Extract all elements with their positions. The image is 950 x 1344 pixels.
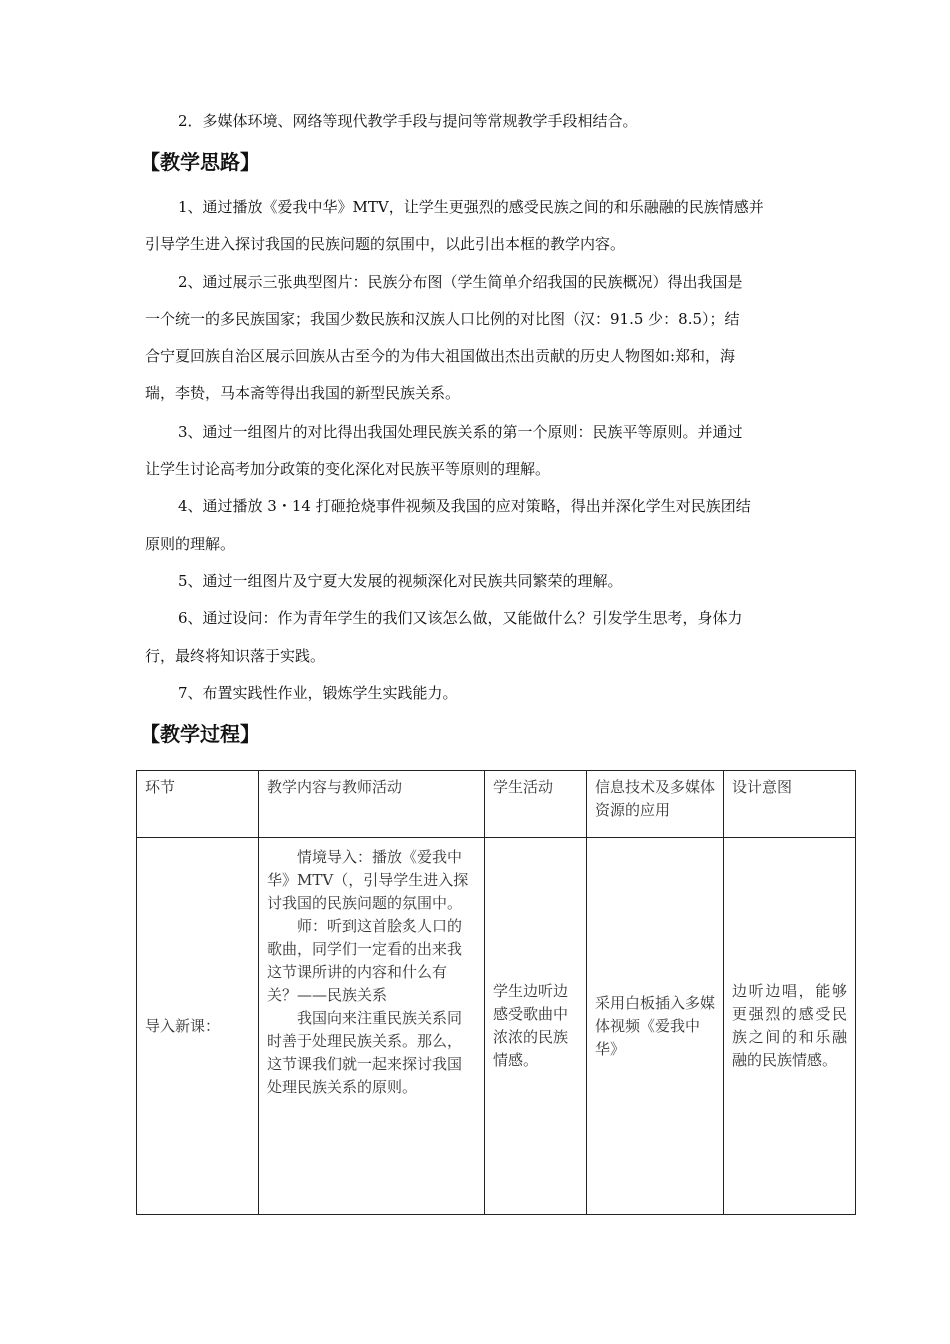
header-stage: 环节 [137,771,259,838]
thinking-line: 瑞，李贽，马本斋等得出我国的新型民族关系。 [145,384,461,402]
thinking-line: 合宁夏回族自治区展示回族从古至今的为伟大祖国做出杰出贡献的历史人物图如:郑和，海 [145,347,736,365]
cell-content [259,838,485,1215]
thinking-line: 原则的理解。 [145,535,236,553]
cell-student: 学生边听边感受歌曲中浓浓的民族情感。 [485,838,587,1215]
thinking-line: 一个统一的多民族国家；我国少数民族和汉族人口比例的对比图（汉：91.5 少：8.5）；结 [145,310,740,328]
thinking-line: 4、通过播放 3・14 打砸抢烧事件视频及我国的应对策略，得出并深化学生对民族团结 [178,497,751,515]
intro-line: 2．多媒体环境、网络等现代教学手段与提问等常规教学手段相结合。 [178,112,638,130]
header-content: 教学内容与教师活动 [259,771,485,838]
thinking-line: 3、通过一组图片的对比得出我国处理民族关系的第一个原则：民族平等原则。并通过 [178,423,743,441]
heading-teaching-process: 【教学过程】 [140,722,260,746]
content-paragraph: 我国向来注重民族关系同时善于处理民族关系。那么，这节课我们就一起来探讨我国处理民族关系的原则。 [267,1009,463,1096]
cell-media: 采用白板插入多媒体视频《爱我中华》 [587,838,724,1215]
thinking-line: 引导学生进入探讨我国的民族问题的氛围中，以此引出本框的教学内容。 [145,235,626,253]
thinking-line: 5、通过一组图片及宁夏大发展的视频深化对民族共同繁荣的理解。 [178,572,623,590]
header-media: 信息技术及多媒体资源的应用 [587,771,724,838]
thinking-line: 2、通过展示三张典型图片：民族分布图（学生简单介绍我国的民族概况）得出我国是 [178,273,743,291]
header-intent: 设计意图 [724,771,856,838]
cell-stage: 导入新课： [137,838,259,1215]
thinking-line: 6、通过设问：作为青年学生的我们又该怎么做，又能做什么？引发学生思考，身体力 [178,609,743,627]
content-paragraph: 师：听到这首脍炙人口的歌曲，同学们一定看的出来我这节课所讲的内容和什么有关？——民族关系 [267,917,463,1004]
heading-teaching-thinking: 【教学思路】 [140,150,260,174]
teaching-process-table [136,770,856,1215]
thinking-line: 7、布置实践性作业，锻炼学生实践能力。 [178,684,458,702]
table-row [137,838,856,1215]
thinking-line: 让学生讨论高考加分政策的变化深化对民族平等原则的理解。 [145,460,551,478]
content-paragraph: 情境导入：播放《爱我中华》MTV（，引导学生进入探讨我国的民族问题的氛围中。 [267,848,469,912]
thinking-line: 1、通过播放《爱我中华》MTV，让学生更强烈的感受民族之间的和乐融融的民族情感并 [178,198,764,216]
header-student: 学生活动 [485,771,587,838]
thinking-line: 行，最终将知识落于实践。 [145,647,326,665]
table-header-row [137,771,856,838]
cell-intent: 边听边唱，能够更强烈的感受民族之间的和乐融融的民族情感。 [724,838,856,1215]
